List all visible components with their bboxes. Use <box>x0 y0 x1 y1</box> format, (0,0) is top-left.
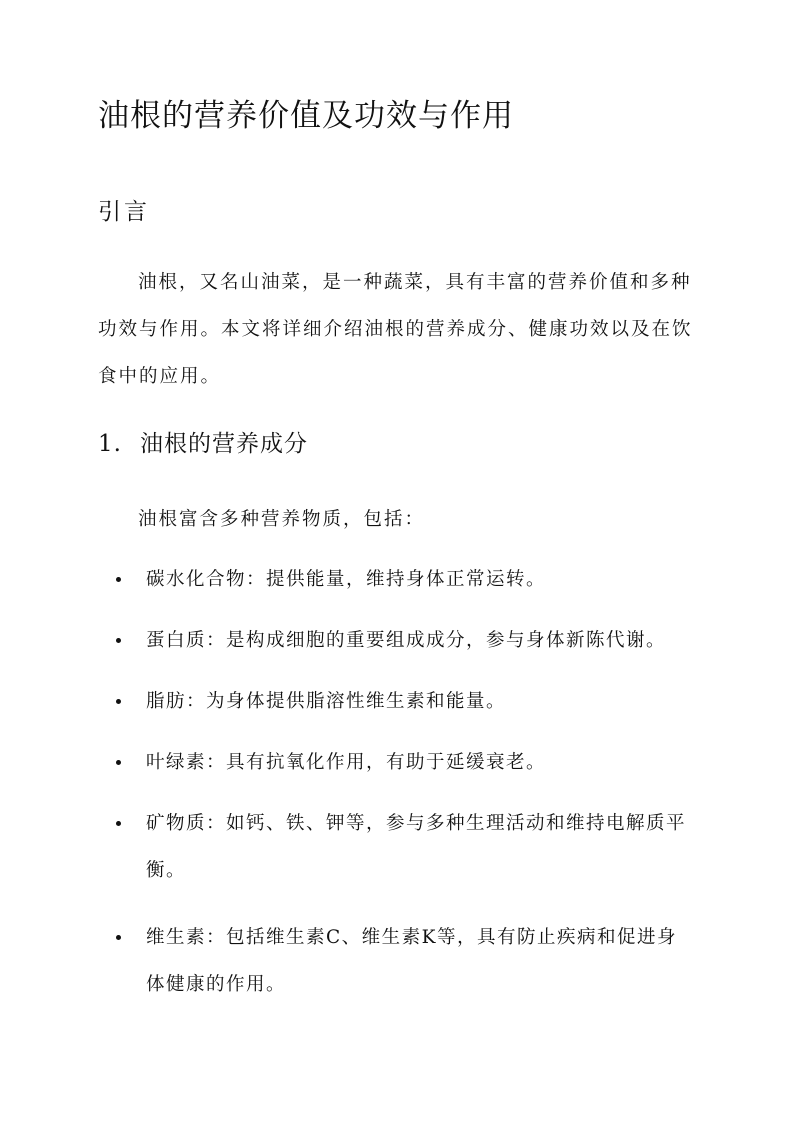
list-item <box>116 800 686 894</box>
bullet-icon <box>116 821 121 826</box>
document-title: 油根的营养价值及功效与作用 <box>98 98 514 134</box>
section-heading <box>98 428 308 460</box>
intro-paragraph: 油根，又名山油菜，是一种蔬菜，具有丰富的营养价值和多种功效与作用。本文将详细介绍油根的营养成分、健康功效以及在饮食中的应用。 <box>98 272 693 387</box>
bullet-icon <box>116 760 121 765</box>
list-item-text: 叶绿素：具有抗氧化作用，有助于延缓衰老。 <box>146 752 547 773</box>
list-item <box>116 914 686 1008</box>
list-item-text: 蛋白质：是构成细胞的重要组成成分，参与身体新陈代谢。 <box>146 630 667 651</box>
section-heading-text: 油根的营养成分 <box>140 431 308 457</box>
list-item <box>116 678 686 725</box>
bullet-icon <box>116 699 121 704</box>
list-item <box>116 739 686 786</box>
section-number: 1. <box>98 431 122 457</box>
list-item-text: 矿物质：如钙、铁、钾等，参与多种生理活动和维持电解质平衡。 <box>146 813 687 881</box>
bullet-icon <box>116 577 121 582</box>
section-paragraph: 油根富含多种营养物质，包括： <box>138 509 426 530</box>
list-item-text: 脂肪：为身体提供脂溶性维生素和能量。 <box>146 691 507 712</box>
list-item-text: 维生素：包括维生素C、维生素K等，具有防止疾病和促进身体健康的作用。 <box>146 927 677 995</box>
list-item <box>116 617 686 664</box>
bullet-icon <box>116 638 121 643</box>
bullet-icon <box>116 935 121 940</box>
list-item <box>116 556 686 603</box>
list-item-text: 碳水化合物：提供能量，维持身体正常运转。 <box>146 569 547 590</box>
intro-heading: 引言 <box>98 199 150 225</box>
